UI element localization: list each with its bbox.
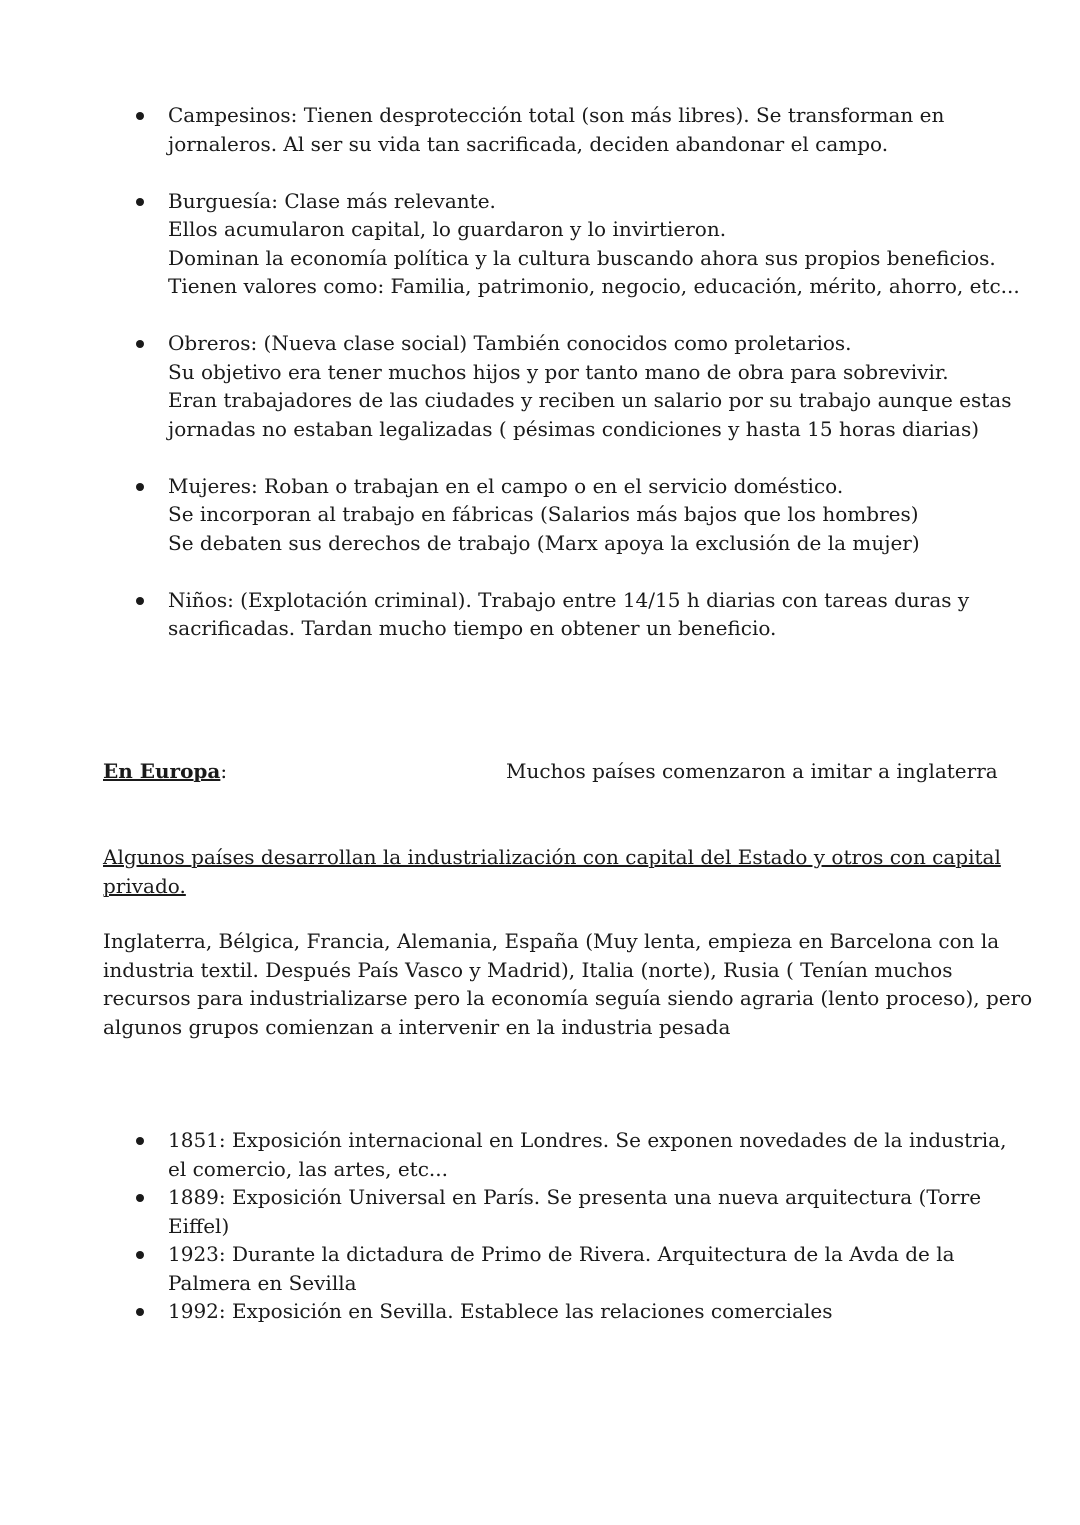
list-item-line: Ellos acumularon capital, lo guardaron y lo invirtieron.	[168, 217, 727, 241]
list-item-1992	[136, 1297, 996, 1326]
paragraph-line: Algunos países desarrollan la industrialización con capital del Estado y otros con capital	[103, 845, 1001, 869]
list-item-line: Tienen valores como: Familia, patrimonio, negocio, educación, mérito, ahorro, etc...	[168, 274, 1020, 298]
list-item-line: jornadas no estaban legalizadas ( pésimas condiciones y hasta 15 horas diarias)	[168, 416, 980, 441]
list-item-line: 1923: Durante la dictadura de Primo de Rivera. Arquitectura de la Avda de la	[168, 1242, 955, 1266]
bullet-icon	[136, 198, 144, 206]
paragraph-line: recursos para industrializarse pero la economía seguía siendo agraria (lento proceso), pero	[103, 986, 1033, 1010]
paragraph-line: algunos grupos comienzan a intervenir en la industria pesada	[103, 1014, 731, 1039]
paragraph-line: industria textil. Después País Vasco y Madrid), Italia (norte), Rusia ( Tenían muchos	[103, 957, 953, 982]
bullet-icon	[136, 597, 144, 605]
list-item-1851	[136, 1126, 1007, 1183]
list-item-campesinos	[136, 101, 996, 158]
section-note: Muchos países comenzaron a imitar a inglaterra	[506, 759, 998, 783]
list-item-line: Se debaten sus derechos de trabajo (Marx apoya la exclusión de la mujer)	[168, 530, 920, 555]
list-item-obreros	[136, 329, 1012, 443]
list-item-line: Mujeres: Roban o trabajan en el campo o en el servicio doméstico.	[168, 473, 844, 498]
bullet-icon	[136, 1137, 144, 1145]
list-item-ninos	[136, 586, 996, 643]
section-heading-colon: :	[220, 759, 228, 783]
list-item-1923	[136, 1240, 996, 1297]
list-item-line: Burguesía: Clase más relevante.	[168, 188, 496, 213]
list-item-line: 1889: Exposición Universal en París. Se presenta una nueva arquitectura (Torre	[168, 1185, 982, 1209]
list-item-burguesia	[136, 187, 1020, 301]
bullet-icon	[136, 112, 144, 120]
list-item-line: 1851: Exposición internacional en Londres. Se exponen novedades de la industria,	[168, 1128, 1007, 1152]
underlined-paragraph	[103, 843, 1001, 900]
list-item-line: Su objetivo era tener muchos hijos y por tanto mano de obra para sobrevivir.	[168, 359, 949, 384]
list-item-line: 1992: Exposición en Sevilla. Establece las relaciones comerciales	[168, 1299, 833, 1323]
list-item-line: sacrificadas. Tardan mucho tiempo en obtener un beneficio.	[168, 616, 777, 640]
list-item-line: Eran trabajadores de las ciudades y reciben un salario por su trabajo aunque estas	[168, 388, 1012, 412]
bullet-icon	[136, 1251, 144, 1259]
bullet-icon	[136, 1194, 144, 1202]
bullet-icon	[136, 1308, 144, 1316]
list-item-line: Obreros: (Nueva clase social) También conocidos como proletarios.	[168, 331, 852, 355]
list-item-line: Campesinos: Tienen desprotección total (son más libres). Se transforman en	[168, 103, 945, 127]
section-heading-europa	[103, 757, 227, 786]
list-item-line: jornaleros. Al ser su vida tan sacrificada, deciden abandonar el campo.	[168, 131, 889, 156]
bullet-icon	[136, 340, 144, 348]
countries-paragraph	[103, 927, 1033, 1041]
list-item-line: Dominan la economía política y la cultura buscando ahora sus propios beneficios.	[168, 245, 996, 270]
paragraph-line: Inglaterra, Bélgica, Francia, Alemania, España (Muy lenta, empieza en Barcelona con la	[103, 929, 1000, 953]
list-item-line: Eiffel)	[168, 1213, 230, 1238]
list-item-line: el comercio, las artes, etc...	[168, 1156, 448, 1181]
bullet-icon	[136, 483, 144, 491]
list-item-line: Palmera en Sevilla	[168, 1270, 357, 1295]
list-item-line: Niños: (Explotación criminal). Trabajo entre 14/15 h diarias con tareas duras y	[168, 587, 970, 612]
expositions-list	[136, 1126, 1007, 1326]
social-classes-list	[136, 101, 1020, 671]
list-item-line: Se incorporan al trabajo en fábricas (Salarios más bajos que los hombres)	[168, 502, 919, 526]
section-heading-label: En Europa	[103, 759, 221, 783]
list-item-1889	[136, 1183, 996, 1240]
list-item-mujeres	[136, 472, 996, 558]
paragraph-line: privado.	[103, 873, 186, 898]
